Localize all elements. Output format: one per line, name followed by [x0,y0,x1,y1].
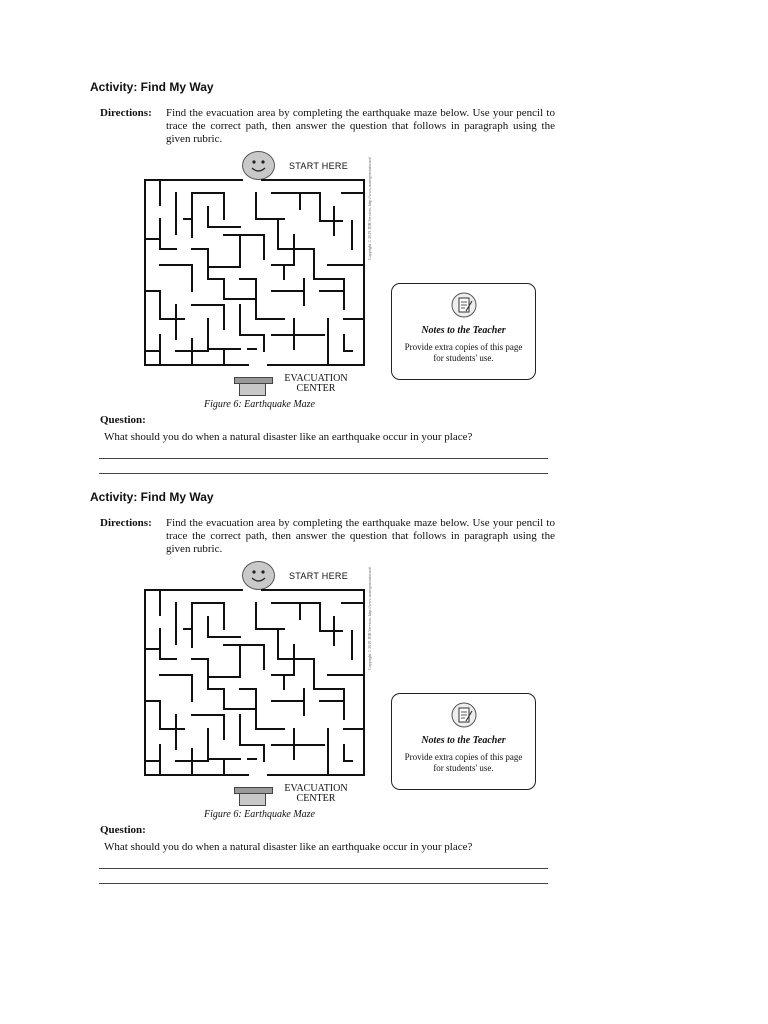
activity-section [0,0,768,443]
directions-text: Find the evacuation area by completing the earthquake maze below. Use your pencil to trace the correct path, then answer the question that follows in paragraph using the given rubric. [166,517,555,555]
smiley-face-icon [242,151,275,180]
directions-label: Directions: [100,107,152,119]
directions-label: Directions: [100,517,152,529]
earthquake-maze[interactable] [144,179,366,371]
evacuation-label: EVACUATION CENTER [284,783,348,804]
maze-copyright: Copyright © 2019 JDB Services, http://www.mazegenerator.net/ [367,156,372,260]
answer-line[interactable] [99,883,548,884]
notes-text: Provide extra copies of this page for students' use. [404,752,523,773]
notes-title: Notes to the Teacher [421,325,506,336]
directions-text: Find the evacuation area by completing the earthquake maze below. Use your pencil to trace the correct path, then answer the question that follows in paragraph using the given rubric. [166,107,555,145]
notes-clipboard-icon [451,702,477,733]
notes-to-teacher-box [391,693,536,790]
evacuation-center-icon [234,377,271,395]
notes-clipboard-icon [451,292,477,323]
maze-copyright: Copyright © 2019 JDB Services, http://www.mazegenerator.net/ [367,566,372,670]
question-text: What should you do when a natural disaster like an earthquake occur in your place? [104,431,473,443]
start-label: START HERE [289,161,349,171]
activity-title: Activity: Find My Way [90,490,214,504]
notes-title: Notes to the Teacher [421,735,506,746]
question-label: Question: [100,414,146,426]
answer-line[interactable] [99,868,548,869]
activity-title: Activity: Find My Way [90,80,214,94]
figure-caption: Figure 6: Earthquake Maze [204,399,315,410]
figure-caption: Figure 6: Earthquake Maze [204,809,315,820]
notes-text: Provide extra copies of this page for students' use. [404,342,523,363]
earthquake-maze[interactable] [144,589,366,781]
start-label: START HERE [289,571,349,581]
activity-section [0,410,768,853]
question-label: Question: [100,824,146,836]
notes-to-teacher-box [391,283,536,380]
evacuation-label: EVACUATION CENTER [284,373,348,394]
smiley-face-icon [242,561,275,590]
evacuation-center-icon [234,787,271,805]
question-text: What should you do when a natural disaster like an earthquake occur in your place? [104,841,473,853]
